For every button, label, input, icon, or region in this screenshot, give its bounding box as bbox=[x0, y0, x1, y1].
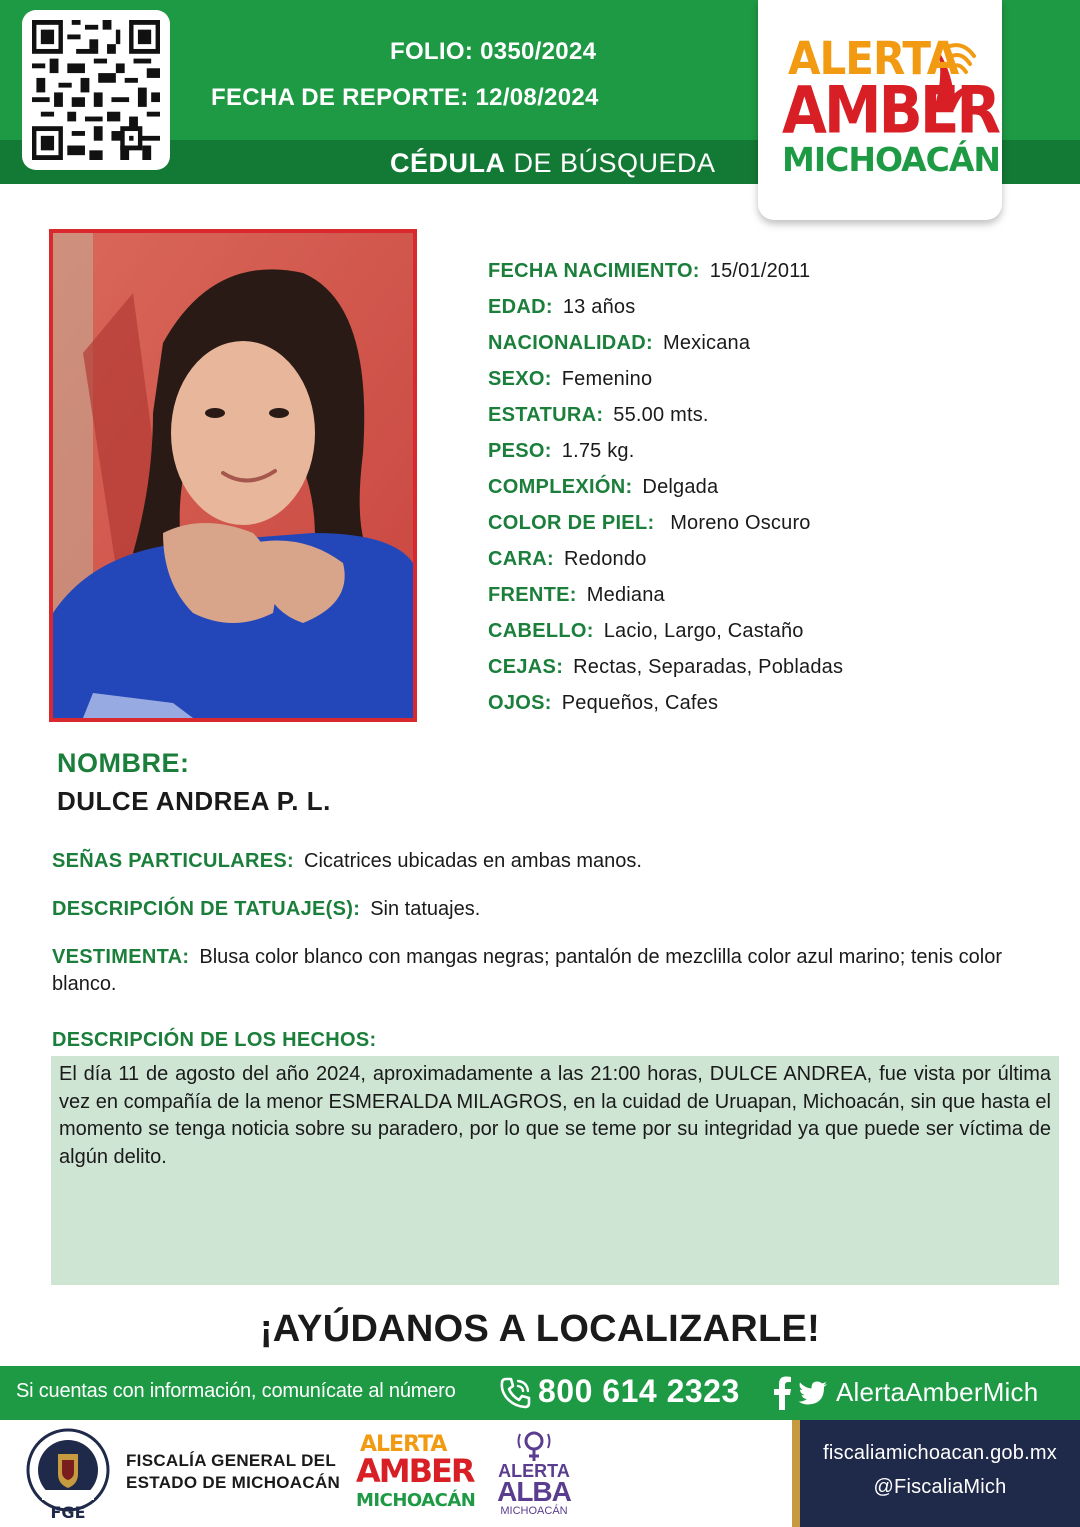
detail-value: Femenino bbox=[561, 368, 653, 390]
fge-line-1: FISCALÍA GENERAL DEL bbox=[126, 1451, 337, 1470]
alba-michoacan: MICHOACÁN bbox=[500, 1505, 568, 1517]
contact-phone[interactable]: 800 614 2323 bbox=[538, 1373, 740, 1409]
detail-estatura bbox=[488, 400, 1048, 436]
detail-label: ESTATURA: bbox=[488, 404, 604, 426]
detail-label: CEJAS: bbox=[488, 656, 564, 678]
mini-amber-amber: AMBER bbox=[356, 1452, 474, 1490]
logo-alerta: ALERTA bbox=[788, 32, 959, 85]
detail-value: Moreno Oscuro bbox=[664, 512, 811, 534]
detail-color-piel bbox=[488, 508, 1048, 544]
detail-ojos bbox=[488, 688, 1048, 724]
hechos-description: El día 11 de agosto del año 2024, aproximadamente a las 21:00 horas, DULCE ANDREA, fue vista por última vez en compañía de la menor ESMERALDA MILAGROS, en la cuidad de Uruapan, Michoacán, sin que hasta el momento se tenga noticia sobre su paradero, por lo que se teme por su integridad ya que puede ser víctima de algún delito. bbox=[51, 1056, 1059, 1285]
call-to-action: ¡AYÚDANOS A LOCALIZARLE! bbox=[259, 1308, 821, 1350]
detail-label: COLOR DE PIEL: bbox=[488, 512, 655, 534]
detail-complexion bbox=[488, 472, 1048, 508]
physical-details bbox=[488, 256, 1048, 724]
qr-code[interactable] bbox=[22, 10, 170, 170]
person-photo-illustration bbox=[53, 233, 413, 718]
missing-person-photo bbox=[49, 229, 417, 722]
mini-amber-michoacan: MICHOACÁN bbox=[356, 1490, 476, 1511]
vestimenta-label: VESTIMENTA: bbox=[52, 946, 190, 968]
detail-nacionalidad bbox=[488, 328, 1048, 364]
detail-value: 1.75 kg. bbox=[561, 440, 635, 462]
alba-venus-icon bbox=[514, 1428, 554, 1462]
detail-cara bbox=[488, 544, 1048, 580]
report-date: FECHA DE REPORTE: 12/08/2024 bbox=[211, 84, 599, 111]
tatuaje-label: DESCRIPCIÓN DE TATUAJE(S): bbox=[52, 898, 361, 920]
twitter-icon[interactable] bbox=[798, 1378, 828, 1408]
cedula-bold: CÉDULA bbox=[390, 148, 506, 178]
cedula-rest: DE BÚSQUEDA bbox=[505, 148, 716, 178]
detail-value: Pequeños, Cafes bbox=[561, 692, 719, 714]
alerta-alba-logo bbox=[494, 1428, 574, 1520]
detail-value: Mediana bbox=[586, 584, 665, 606]
detail-label: COMPLEXIÓN: bbox=[488, 476, 633, 498]
detail-value: Rectas, Separadas, Pobladas bbox=[573, 656, 844, 678]
vestimenta bbox=[52, 944, 1052, 998]
logo-michoacan: MICHOACÁN bbox=[782, 140, 1001, 179]
detail-label: CABELLO: bbox=[488, 620, 594, 642]
senas-value: Cicatrices ubicadas en ambas manos. bbox=[304, 850, 642, 872]
detail-cejas bbox=[488, 652, 1048, 688]
tatuaje-value: Sin tatuajes. bbox=[370, 898, 481, 920]
phone-icon bbox=[499, 1376, 533, 1410]
social-handle[interactable]: AlertaAmberMich bbox=[836, 1377, 1039, 1407]
detail-value: Redondo bbox=[563, 548, 647, 570]
detail-value: Delgada bbox=[642, 476, 719, 498]
detail-value: 15/01/2011 bbox=[709, 260, 811, 282]
folio-number: FOLIO: 0350/2024 bbox=[390, 38, 597, 65]
fge-name bbox=[126, 1450, 340, 1494]
contact-text: Si cuentas con información, comunícate al número bbox=[16, 1380, 456, 1402]
detail-frente bbox=[488, 580, 1048, 616]
fiscalia-twitter-link[interactable]: @FiscaliaMich bbox=[873, 1476, 1007, 1498]
senas-label: SEÑAS PARTICULARES: bbox=[52, 850, 295, 872]
vestimenta-value: Blusa color blanco con mangas negras; pantalón de mezclilla color azul marino; tenis color blanco. bbox=[52, 946, 1003, 995]
facebook-icon[interactable] bbox=[772, 1376, 792, 1410]
hechos-label: DESCRIPCIÓN DE LOS HECHOS: bbox=[52, 1029, 377, 1051]
detail-sexo bbox=[488, 364, 1048, 400]
detail-fecha-nacimiento bbox=[488, 256, 1048, 292]
detail-value: Mexicana bbox=[663, 332, 751, 354]
detail-label: OJOS: bbox=[488, 692, 552, 714]
fge-line-2: ESTADO DE MICHOACÁN bbox=[126, 1473, 341, 1492]
detail-label: EDAD: bbox=[488, 296, 553, 318]
detail-label: PESO: bbox=[488, 440, 552, 462]
detail-cabello bbox=[488, 616, 1048, 652]
logo-amber: AMBER bbox=[782, 71, 999, 149]
nombre-value: DULCE ANDREA P. L. bbox=[57, 786, 331, 816]
mini-amber-alerta: ALERTA bbox=[360, 1432, 447, 1457]
alerta-amber-logo bbox=[758, 0, 1002, 220]
fge-seal-icon bbox=[26, 1428, 110, 1520]
detail-value: Lacio, Largo, Castaño bbox=[603, 620, 804, 642]
detail-label: FECHA NACIMIENTO: bbox=[488, 260, 700, 282]
detail-peso bbox=[488, 436, 1048, 472]
detail-label: SEXO: bbox=[488, 368, 552, 390]
detail-value: 55.00 mts. bbox=[613, 404, 709, 426]
detail-label: CARA: bbox=[488, 548, 554, 570]
contact-bar bbox=[0, 1366, 1080, 1420]
detail-edad bbox=[488, 292, 1048, 328]
detail-value: 13 años bbox=[562, 296, 636, 318]
descripcion-tatuajes bbox=[52, 896, 1052, 923]
alerta-amber-mini-logo bbox=[354, 1432, 474, 1518]
detail-label: FRENTE: bbox=[488, 584, 577, 606]
nombre-label: NOMBRE: bbox=[57, 748, 190, 778]
qr-code-icon bbox=[32, 20, 160, 160]
detail-label: NACIONALIDAD: bbox=[488, 332, 653, 354]
senas-particulares bbox=[52, 848, 1052, 875]
document-title bbox=[390, 148, 716, 179]
fge-seal-text: FGE bbox=[50, 1503, 86, 1520]
alba-alerta: ALERTA bbox=[498, 1461, 570, 1481]
alba-alba: ALBA bbox=[497, 1476, 571, 1507]
website-link[interactable]: fiscaliamichoacan.gob.mx bbox=[823, 1442, 1057, 1464]
footer-links bbox=[792, 1420, 1080, 1527]
